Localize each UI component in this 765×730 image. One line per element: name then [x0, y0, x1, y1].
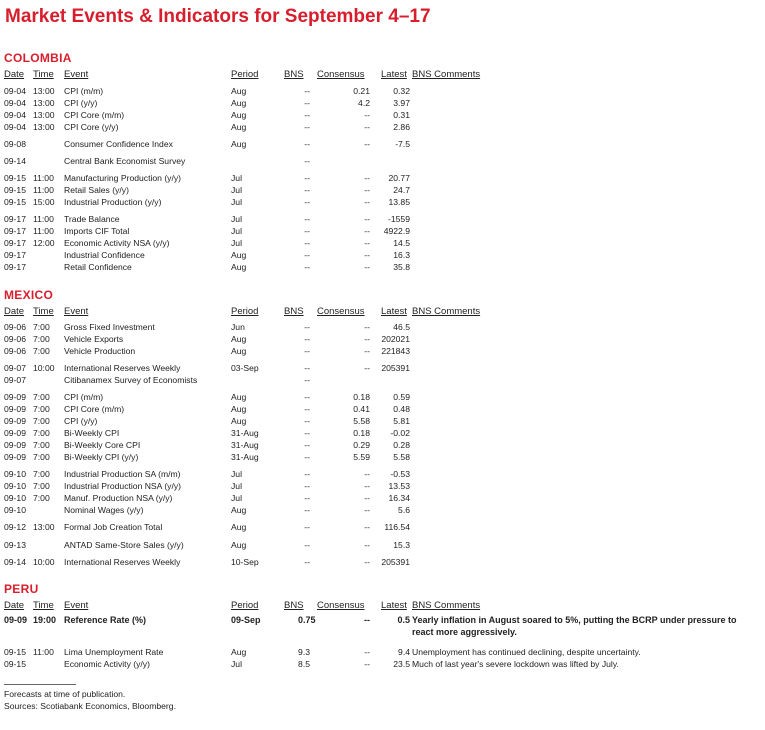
- footnote-2: Sources: Scotiabank Economics, Bloomberg.: [4, 701, 176, 711]
- cell-time: 12:00: [33, 238, 55, 248]
- peru-header-row: [0, 600, 765, 612]
- cell-date: 09-09: [4, 416, 26, 426]
- cell-latest: 4922.9: [383, 226, 410, 236]
- cell-date: 09-15: [4, 185, 26, 195]
- footnote-1: Forecasts at time of publication.: [4, 689, 126, 699]
- cell-date: 09-07: [4, 375, 26, 385]
- cell-date: 09-17: [4, 250, 26, 260]
- cell-period: Jul: [231, 226, 242, 236]
- cell-time: 10:00: [33, 557, 55, 567]
- cell-time: 11:00: [33, 214, 54, 224]
- cell-consensus: --: [364, 540, 370, 550]
- cell-latest: -7.5: [395, 139, 410, 149]
- cell-consensus: --: [364, 493, 370, 503]
- cell-date: 09-06: [4, 346, 26, 356]
- cell-time: 7:00: [33, 392, 50, 402]
- cell-period: 10-Sep: [231, 557, 259, 567]
- header-time: Time: [33, 600, 54, 611]
- colombia-section-title: COLOMBIA: [4, 51, 72, 65]
- cell-period: Jul: [231, 469, 242, 479]
- cell-bns: --: [304, 214, 310, 224]
- cell-date: 09-09: [4, 428, 26, 438]
- header-consensus: Consensus: [317, 69, 365, 80]
- cell-latest: 13.53: [388, 481, 410, 491]
- cell-event: Trade Balance: [64, 214, 120, 224]
- cell-period: Aug: [231, 122, 247, 132]
- cell-date: 09-09: [4, 452, 26, 462]
- cell-event: Retail Sales (y/y): [64, 185, 129, 195]
- cell-latest: 20.77: [388, 173, 410, 183]
- cell-event: Citibanamex Survey of Economists: [64, 375, 198, 385]
- cell-time: 7:00: [33, 322, 50, 332]
- cell-date: 09-04: [4, 122, 26, 132]
- cell-date: 09-17: [4, 226, 26, 236]
- cell-date: 09-10: [4, 493, 26, 503]
- cell-consensus: --: [364, 185, 370, 195]
- cell-date: 09-15: [4, 197, 26, 207]
- cell-bns: --: [304, 197, 310, 207]
- cell-time: 10:00: [33, 363, 55, 373]
- cell-bns: --: [304, 173, 310, 183]
- cell-consensus: 0.18: [353, 428, 370, 438]
- cell-period: Aug: [231, 250, 247, 260]
- cell-time: 13:00: [33, 522, 55, 532]
- cell-event: Industrial Confidence: [64, 250, 145, 260]
- cell-period: Aug: [231, 346, 247, 356]
- cell-event: CPI (m/m): [64, 392, 104, 402]
- cell-consensus: --: [364, 214, 370, 224]
- cell-event: Gross Fixed Investment: [64, 322, 155, 332]
- header-bns: BNS: [284, 600, 304, 611]
- cell-date: 09-08: [4, 139, 26, 149]
- cell-latest: -0.02: [390, 428, 410, 438]
- cell-comments: Yearly inflation in August soared to 5%, putting the BCRP under pressure to react more aggressively.: [412, 615, 737, 637]
- cell-bns: --: [304, 346, 310, 356]
- cell-latest: 16.34: [388, 493, 410, 503]
- cell-consensus: --: [364, 197, 370, 207]
- cell-date: 09-17: [4, 262, 26, 272]
- cell-time: 11:00: [33, 185, 54, 195]
- cell-bns: --: [304, 540, 310, 550]
- cell-consensus: --: [364, 522, 370, 532]
- header-event: Event: [64, 306, 89, 317]
- cell-bns: --: [304, 416, 310, 426]
- cell-time: 13:00: [33, 110, 55, 120]
- cell-time: 11:00: [33, 647, 54, 657]
- cell-bns: --: [304, 334, 310, 344]
- cell-consensus: --: [364, 557, 370, 567]
- cell-time: 7:00: [33, 440, 50, 450]
- cell-consensus: 0.29: [353, 440, 370, 450]
- cell-period: Aug: [231, 334, 247, 344]
- cell-consensus: --: [364, 505, 370, 515]
- header-date: Date: [4, 306, 25, 317]
- cell-bns: --: [304, 250, 310, 260]
- cell-latest: 0.28: [393, 440, 410, 450]
- cell-event: Bi-Weekly Core CPI: [64, 440, 141, 450]
- cell-period: Aug: [231, 139, 247, 149]
- cell-consensus: 0.21: [353, 86, 370, 96]
- cell-consensus: 5.59: [353, 452, 370, 462]
- cell-bns: --: [304, 322, 310, 332]
- cell-period: 31-Aug: [231, 428, 259, 438]
- header-bns: BNS: [284, 306, 304, 317]
- cell-latest: 35.8: [393, 262, 410, 272]
- cell-time: 7:00: [33, 416, 50, 426]
- cell-comments: Unemployment has continued declining, despite uncertainty.: [412, 647, 641, 657]
- header-period: Period: [231, 69, 259, 80]
- cell-event: Consumer Confidence Index: [64, 139, 173, 149]
- cell-consensus: --: [364, 659, 370, 669]
- cell-consensus: --: [364, 250, 370, 260]
- cell-time: 7:00: [33, 481, 50, 491]
- header-date: Date: [4, 69, 25, 80]
- cell-latest: 0.59: [393, 392, 410, 402]
- cell-bns: --: [304, 139, 310, 149]
- cell-event: CPI Core (m/m): [64, 110, 125, 120]
- cell-event: Bi-Weekly CPI (y/y): [64, 452, 139, 462]
- cell-date: 09-06: [4, 334, 26, 344]
- cell-bns: 8.5: [298, 659, 310, 669]
- cell-event: Economic Activity NSA (y/y): [64, 238, 170, 248]
- cell-bns: --: [304, 522, 310, 532]
- cell-latest: 24.7: [393, 185, 410, 195]
- cell-date: 09-10: [4, 481, 26, 491]
- cell-date: 09-17: [4, 214, 26, 224]
- cell-consensus: --: [364, 122, 370, 132]
- cell-latest: 0.5: [397, 615, 410, 625]
- cell-consensus: --: [364, 615, 370, 625]
- cell-latest: 23.5: [393, 659, 410, 669]
- cell-period: Aug: [231, 647, 247, 657]
- cell-latest: 46.5: [393, 322, 410, 332]
- cell-bns: --: [304, 493, 310, 503]
- cell-consensus: 0.18: [353, 392, 370, 402]
- cell-date: 09-07: [4, 363, 26, 373]
- cell-date: 09-15: [4, 647, 26, 657]
- cell-bns: --: [304, 440, 310, 450]
- cell-date: 09-04: [4, 110, 26, 120]
- cell-event: CPI Core (y/y): [64, 122, 119, 132]
- cell-period: Jul: [231, 493, 242, 503]
- cell-bns: --: [304, 110, 310, 120]
- cell-consensus: --: [364, 139, 370, 149]
- cell-event: ANTAD Same-Store Sales (y/y): [64, 540, 184, 550]
- cell-event: International Reserves Weekly: [64, 557, 181, 567]
- cell-period: Aug: [231, 86, 247, 96]
- cell-consensus: --: [364, 173, 370, 183]
- cell-time: 15:00: [33, 197, 55, 207]
- cell-bns: --: [304, 481, 310, 491]
- cell-period: Aug: [231, 392, 247, 402]
- cell-period: Jul: [231, 197, 242, 207]
- cell-event: Industrial Production NSA (y/y): [64, 481, 182, 491]
- cell-latest: 5.58: [393, 452, 410, 462]
- header-latest: Latest: [381, 69, 407, 80]
- header-latest: Latest: [381, 306, 407, 317]
- cell-latest: 0.48: [393, 404, 410, 414]
- cell-period: Aug: [231, 416, 247, 426]
- cell-period: Jul: [231, 173, 242, 183]
- cell-latest: 5.6: [398, 505, 410, 515]
- cell-date: 09-15: [4, 173, 26, 183]
- cell-bns: --: [304, 86, 310, 96]
- colombia-header-row: [0, 69, 765, 81]
- cell-event: Imports CIF Total: [64, 226, 130, 236]
- cell-period: Jul: [231, 481, 242, 491]
- page-title: Market Events & Indicators for September 4–17: [5, 6, 431, 27]
- cell-latest: 16.3: [393, 250, 410, 260]
- cell-comments: Much of last year's severe lockdown was lifted by July.: [412, 659, 619, 669]
- cell-date: 09-09: [4, 404, 26, 414]
- cell-time: 7:00: [33, 334, 50, 344]
- cell-time: 13:00: [33, 122, 55, 132]
- cell-latest: 15.3: [393, 540, 410, 550]
- cell-bns: --: [304, 185, 310, 195]
- cell-bns: --: [304, 428, 310, 438]
- header-comments: BNS Comments: [412, 69, 481, 80]
- cell-date: 09-09: [4, 440, 26, 450]
- cell-time: 7:00: [33, 493, 50, 503]
- header-event: Event: [64, 600, 89, 611]
- cell-time: 13:00: [33, 86, 55, 96]
- cell-bns: --: [304, 505, 310, 515]
- cell-time: 11:00: [33, 226, 54, 236]
- header-date: Date: [4, 600, 25, 611]
- header-latest: Latest: [381, 600, 407, 611]
- cell-period: 09-Sep: [231, 615, 261, 625]
- cell-event: Industrial Production (y/y): [64, 197, 162, 207]
- cell-bns: --: [304, 122, 310, 132]
- cell-latest: -0.53: [390, 469, 410, 479]
- cell-bns: --: [304, 226, 310, 236]
- cell-consensus: --: [364, 469, 370, 479]
- cell-time: 7:00: [33, 404, 50, 414]
- cell-date: 09-09: [4, 615, 28, 625]
- cell-bns: 9.3: [298, 647, 310, 657]
- cell-latest: 221843: [381, 346, 410, 356]
- cell-date: 09-14: [4, 156, 26, 166]
- cell-latest: 205391: [381, 363, 410, 373]
- cell-date: 09-06: [4, 322, 26, 332]
- cell-date: 09-04: [4, 86, 26, 96]
- cell-latest: 13.85: [388, 197, 410, 207]
- cell-event: Manufacturing Production (y/y): [64, 173, 182, 183]
- cell-consensus: --: [364, 363, 370, 373]
- cell-latest: 202021: [381, 334, 410, 344]
- cell-event: Retail Confidence: [64, 262, 132, 272]
- cell-time: 7:00: [33, 428, 50, 438]
- cell-period: Jul: [231, 214, 242, 224]
- cell-date: 09-17: [4, 238, 26, 248]
- cell-bns: --: [304, 375, 310, 385]
- header-comments: BNS Comments: [412, 600, 481, 611]
- cell-event: Formal Job Creation Total: [64, 522, 163, 532]
- header-consensus: Consensus: [317, 600, 365, 611]
- cell-consensus: --: [364, 262, 370, 272]
- cell-date: 09-10: [4, 469, 26, 479]
- cell-event: Manuf. Production NSA (y/y): [64, 493, 173, 503]
- cell-bns: --: [304, 452, 310, 462]
- cell-period: Jul: [231, 238, 242, 248]
- cell-consensus: --: [364, 238, 370, 248]
- cell-bns: --: [304, 363, 310, 373]
- cell-event: CPI (m/m): [64, 86, 104, 96]
- cell-period: Jun: [231, 322, 245, 332]
- cell-latest: 14.5: [393, 238, 410, 248]
- cell-latest: 116.54: [384, 522, 410, 532]
- header-time: Time: [33, 306, 54, 317]
- cell-date: 09-15: [4, 659, 26, 669]
- cell-date: 09-12: [4, 522, 26, 532]
- cell-date: 09-04: [4, 98, 26, 108]
- header-comments: BNS Comments: [412, 306, 481, 317]
- cell-event: CPI (y/y): [64, 98, 98, 108]
- cell-latest: 5.81: [393, 416, 410, 426]
- cell-period: Aug: [231, 522, 247, 532]
- header-time: Time: [33, 69, 54, 80]
- cell-event: International Reserves Weekly: [64, 363, 181, 373]
- cell-event: Industrial Production SA (m/m): [64, 469, 181, 479]
- cell-time: 11:00: [33, 173, 54, 183]
- cell-latest: 3.97: [393, 98, 410, 108]
- cell-time: 7:00: [33, 452, 50, 462]
- cell-consensus: --: [364, 334, 370, 344]
- cell-bns: 0.75: [298, 615, 316, 625]
- cell-event: Economic Activity (y/y): [64, 659, 150, 669]
- cell-latest: 205391: [381, 557, 410, 567]
- cell-consensus: --: [364, 346, 370, 356]
- cell-bns: --: [304, 557, 310, 567]
- cell-consensus: --: [364, 226, 370, 236]
- cell-period: Aug: [231, 404, 247, 414]
- mexico-section-title: MEXICO: [4, 288, 54, 302]
- header-period: Period: [231, 600, 259, 611]
- header-bns: BNS: [284, 69, 304, 80]
- cell-event: Nominal Wages (y/y): [64, 505, 144, 515]
- cell-consensus: 4.2: [358, 98, 370, 108]
- cell-date: 09-09: [4, 392, 26, 402]
- cell-date: 09-13: [4, 540, 26, 550]
- cell-period: Aug: [231, 505, 247, 515]
- cell-consensus: --: [364, 322, 370, 332]
- cell-period: Aug: [231, 98, 247, 108]
- cell-time: 7:00: [33, 346, 50, 356]
- cell-event: Reference Rate (%): [64, 615, 147, 625]
- mexico-header-row: [0, 306, 765, 318]
- cell-event: Vehicle Exports: [64, 334, 124, 344]
- cell-event: Vehicle Production: [64, 346, 136, 356]
- cell-period: Jul: [231, 659, 242, 669]
- cell-bns: --: [304, 404, 310, 414]
- cell-bns: --: [304, 262, 310, 272]
- cell-latest: 0.31: [393, 110, 410, 120]
- cell-period: Aug: [231, 262, 247, 272]
- cell-consensus: 0.41: [353, 404, 370, 414]
- cell-event: Central Bank Economist Survey: [64, 156, 186, 166]
- cell-period: 03-Sep: [231, 363, 259, 373]
- header-event: Event: [64, 69, 89, 80]
- cell-time: 7:00: [33, 469, 50, 479]
- cell-time: 19:00: [33, 615, 57, 625]
- cell-bns: --: [304, 98, 310, 108]
- peru-section-title: PERU: [4, 582, 39, 596]
- cell-period: Aug: [231, 540, 247, 550]
- cell-consensus: 5.58: [353, 416, 370, 426]
- cell-date: 09-10: [4, 505, 26, 515]
- cell-consensus: --: [364, 481, 370, 491]
- cell-latest: -1559: [388, 214, 410, 224]
- cell-bns: --: [304, 156, 310, 166]
- cell-consensus: --: [364, 110, 370, 120]
- cell-time: 13:00: [33, 98, 55, 108]
- header-consensus: Consensus: [317, 306, 365, 317]
- cell-event: CPI Core (m/m): [64, 404, 125, 414]
- cell-bns: --: [304, 238, 310, 248]
- header-period: Period: [231, 306, 259, 317]
- cell-period: Jul: [231, 185, 242, 195]
- cell-period: 31-Aug: [231, 440, 259, 450]
- cell-event: CPI (y/y): [64, 416, 98, 426]
- cell-event: Bi-Weekly CPI: [64, 428, 120, 438]
- cell-bns: --: [304, 469, 310, 479]
- cell-consensus: --: [364, 647, 370, 657]
- cell-latest: 2.86: [393, 122, 410, 132]
- cell-latest: 9.4: [398, 647, 410, 657]
- cell-period: Aug: [231, 110, 247, 120]
- cell-date: 09-14: [4, 557, 26, 567]
- footnote-divider: [4, 684, 76, 685]
- cell-latest: 0.32: [393, 86, 410, 96]
- cell-bns: --: [304, 392, 310, 402]
- cell-event: Lima Unemployment Rate: [64, 647, 164, 657]
- cell-period: 31-Aug: [231, 452, 259, 462]
